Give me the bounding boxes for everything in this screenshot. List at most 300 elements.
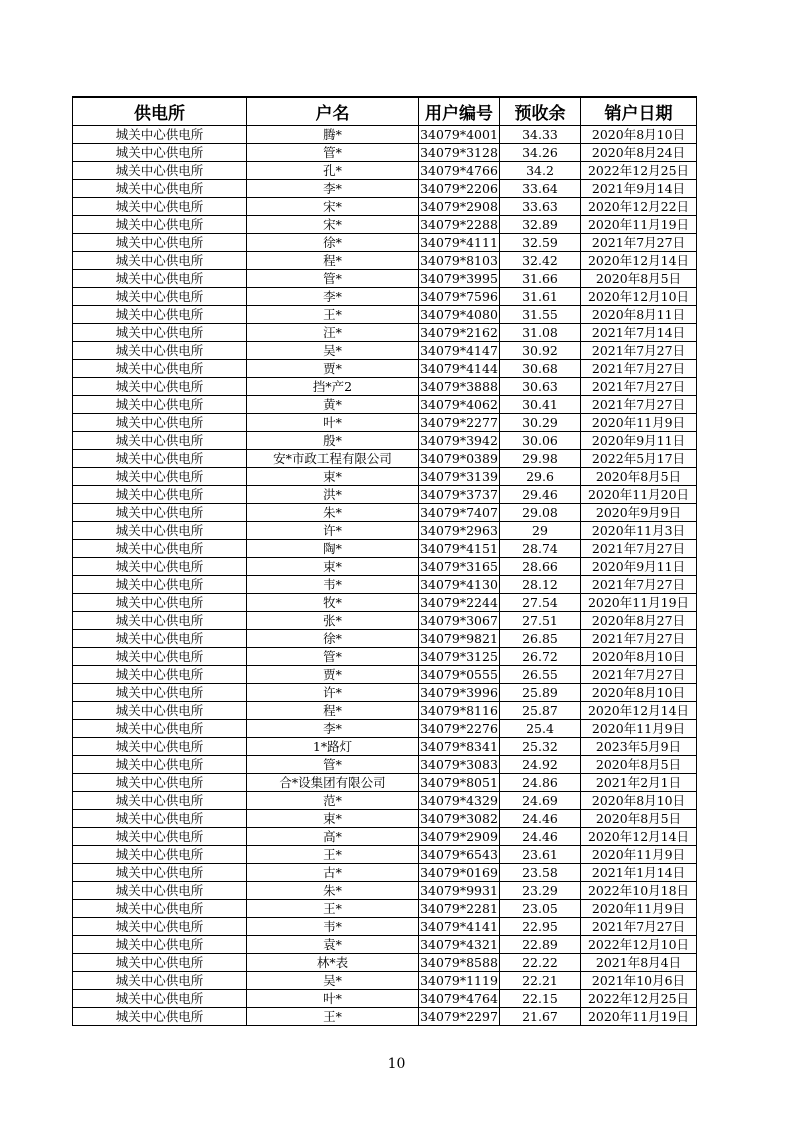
table-row [73,684,697,702]
cell-closing-date: 2020年11月9日 [581,720,697,738]
cell-account-name: 许* [247,522,419,540]
cell-prepaid-balance: 24.69 [500,792,581,810]
cell-account-name: 高* [247,828,419,846]
cell-account-name: 徐* [247,234,419,252]
cell-account-name: 张* [247,612,419,630]
cell-user-id: 34079*7596 [420,289,498,304]
header-user-id: 用户编号 [419,97,500,126]
cell-user-id: 34079*0555 [420,667,498,682]
cell-closing-date: 2021年10月6日 [581,972,697,990]
cell-user-id: 34079*3125 [420,649,498,664]
cell-account-name: 管* [247,648,419,666]
cell-account-name: 韦* [247,918,419,936]
cell-closing-date: 2023年5月9日 [581,738,697,756]
cell-account-name: 管* [247,270,419,288]
table-row [73,810,697,828]
cell-user-id: 34079*6543 [420,847,498,862]
cell-account-name: 贾* [247,360,419,378]
cell-account-name: 束* [247,558,419,576]
cell-station: 城关中心供电所 [73,648,247,666]
table-row [73,918,697,936]
table-row [73,522,697,540]
cell-prepaid-balance: 30.63 [500,378,581,396]
cell-user-id: 34079*2277 [420,415,498,430]
table-row [73,162,697,180]
cell-closing-date: 2021年7月27日 [581,342,697,360]
table-row [73,558,697,576]
cell-prepaid-balance: 26.85 [500,630,581,648]
cell-station: 城关中心供电所 [73,1008,247,1026]
table-row [73,648,697,666]
cell-prepaid-balance: 23.29 [500,882,581,900]
header-row [73,97,697,126]
cell-prepaid-balance: 29.98 [500,450,581,468]
cell-account-name: 王* [247,306,419,324]
cell-station: 城关中心供电所 [73,900,247,918]
cell-closing-date: 2020年12月14日 [581,252,697,270]
cell-prepaid-balance: 32.59 [500,234,581,252]
cell-closing-date: 2020年8月5日 [581,270,697,288]
cell-user-id: 34079*8051 [420,775,498,790]
cell-closing-date: 2021年7月27日 [581,576,697,594]
table-row [73,396,697,414]
cell-user-id: 34079*2244 [420,595,498,610]
cell-prepaid-balance: 28.74 [500,540,581,558]
table-row [73,990,697,1008]
cell-station: 城关中心供电所 [73,396,247,414]
cell-prepaid-balance: 34.2 [500,162,581,180]
table-row [73,792,697,810]
cell-account-name: 朱* [247,882,419,900]
cell-prepaid-balance: 29.46 [500,486,581,504]
cell-user-id: 34079*3128 [420,145,498,160]
cell-prepaid-balance: 31.66 [500,270,581,288]
cell-account-name: 朱* [247,504,419,522]
cell-user-id: 34079*3067 [420,613,498,628]
cell-station: 城关中心供电所 [73,144,247,162]
cell-user-id: 34079*4766 [420,163,498,178]
table-row [73,342,697,360]
cell-user-id: 34079*3737 [420,487,498,502]
table-row [73,306,697,324]
cell-prepaid-balance: 25.4 [500,720,581,738]
table-row [73,324,697,342]
cell-account-name: 李* [247,720,419,738]
cell-account-name: 许* [247,684,419,702]
cell-closing-date: 2020年12月14日 [581,702,697,720]
cell-station: 城关中心供电所 [73,810,247,828]
cell-closing-date: 2020年11月19日 [581,594,697,612]
cell-account-name: 程* [247,252,419,270]
cell-station: 城关中心供电所 [73,846,247,864]
table-row [73,936,697,954]
cell-user-id: 34079*4001 [420,127,498,142]
cell-account-name: 王* [247,900,419,918]
cell-user-id: 34079*2908 [420,199,498,214]
cell-station: 城关中心供电所 [73,324,247,342]
table-row [73,504,697,522]
cell-closing-date: 2021年7月27日 [581,630,697,648]
cell-closing-date: 2020年8月11日 [581,306,697,324]
table-row [73,540,697,558]
cell-prepaid-balance: 26.72 [500,648,581,666]
cell-account-name: 黄* [247,396,419,414]
cell-closing-date: 2021年7月27日 [581,540,697,558]
cell-user-id: 34079*8116 [420,703,498,718]
cell-account-name: 王* [247,846,419,864]
cell-account-name: 林*表 [247,954,419,972]
cell-station: 城关中心供电所 [73,558,247,576]
cell-station: 城关中心供电所 [73,180,247,198]
cell-station: 城关中心供电所 [73,828,247,846]
cell-user-id: 34079*4321 [420,937,498,952]
cell-prepaid-balance: 31.61 [500,288,581,306]
cell-closing-date: 2020年11月9日 [581,900,697,918]
table-row [73,468,697,486]
cell-station: 城关中心供电所 [73,738,247,756]
cell-user-id: 34079*2162 [420,325,498,340]
cell-user-id: 34079*0389 [420,451,498,466]
cell-user-id: 34079*4130 [420,577,498,592]
cell-closing-date: 2020年8月5日 [581,756,697,774]
cell-station: 城关中心供电所 [73,234,247,252]
table-row [73,216,697,234]
cell-user-id: 34079*2276 [420,721,498,736]
cell-account-name: 袁* [247,936,419,954]
cell-closing-date: 2021年7月27日 [581,360,697,378]
cell-station: 城关中心供电所 [73,450,247,468]
cell-station: 城关中心供电所 [73,252,247,270]
cell-prepaid-balance: 24.46 [500,810,581,828]
table-row [73,234,697,252]
table-row [73,360,697,378]
cell-user-id: 34079*8588 [420,955,498,970]
cell-closing-date: 2020年8月10日 [581,126,697,144]
cell-closing-date: 2021年7月27日 [581,396,697,414]
cell-closing-date: 2020年8月24日 [581,144,697,162]
cell-account-name: 叶* [247,414,419,432]
cell-station: 城关中心供电所 [73,630,247,648]
cell-station: 城关中心供电所 [73,522,247,540]
cell-closing-date: 2021年7月27日 [581,666,697,684]
table-row [73,756,697,774]
cell-closing-date: 2020年11月3日 [581,522,697,540]
cell-closing-date: 2020年12月10日 [581,288,697,306]
cell-closing-date: 2022年10月18日 [581,882,697,900]
cell-account-name: 韦* [247,576,419,594]
cell-account-name: 古* [247,864,419,882]
cell-account-name: 汪* [247,324,419,342]
cell-prepaid-balance: 34.33 [500,126,581,144]
cell-prepaid-balance: 30.41 [500,396,581,414]
cell-station: 城关中心供电所 [73,954,247,972]
cell-user-id: 34079*8341 [420,739,498,754]
table-row [73,414,697,432]
table-row [73,720,697,738]
cell-closing-date: 2020年8月5日 [581,810,697,828]
cell-account-name: 陶* [247,540,419,558]
cell-account-name: 范* [247,792,419,810]
table-row [73,666,697,684]
cell-station: 城关中心供电所 [73,468,247,486]
table-row [73,432,697,450]
cell-account-name: 王* [247,1008,419,1026]
cell-station: 城关中心供电所 [73,540,247,558]
cell-user-id: 34079*3942 [420,433,498,448]
cell-station: 城关中心供电所 [73,594,247,612]
cell-user-id: 34079*3139 [420,469,498,484]
cell-prepaid-balance: 29.08 [500,504,581,522]
account-table [72,96,697,1026]
cell-station: 城关中心供电所 [73,612,247,630]
cell-station: 城关中心供电所 [73,756,247,774]
table-row [73,1008,697,1026]
table-row [73,450,697,468]
cell-prepaid-balance: 28.12 [500,576,581,594]
cell-prepaid-balance: 32.42 [500,252,581,270]
cell-prepaid-balance: 23.58 [500,864,581,882]
cell-closing-date: 2020年8月10日 [581,792,697,810]
cell-closing-date: 2020年11月19日 [581,1008,697,1026]
cell-user-id: 34079*3995 [420,271,498,286]
table-row [73,828,697,846]
cell-prepaid-balance: 25.32 [500,738,581,756]
cell-account-name: 腾* [247,126,419,144]
cell-station: 城关中心供电所 [73,198,247,216]
header-station: 供电所 [73,97,247,126]
cell-prepaid-balance: 22.89 [500,936,581,954]
cell-prepaid-balance: 33.63 [500,198,581,216]
cell-prepaid-balance: 24.86 [500,774,581,792]
table-row [73,774,697,792]
cell-account-name: 管* [247,756,419,774]
cell-user-id: 34079*3082 [420,811,498,826]
cell-prepaid-balance: 25.89 [500,684,581,702]
cell-station: 城关中心供电所 [73,792,247,810]
cell-prepaid-balance: 32.89 [500,216,581,234]
cell-closing-date: 2021年7月27日 [581,918,697,936]
cell-prepaid-balance: 22.95 [500,918,581,936]
table-row [73,630,697,648]
cell-prepaid-balance: 25.87 [500,702,581,720]
cell-station: 城关中心供电所 [73,432,247,450]
cell-station: 城关中心供电所 [73,504,247,522]
table-row [73,846,697,864]
table-row [73,378,697,396]
cell-closing-date: 2020年12月22日 [581,198,697,216]
cell-closing-date: 2020年8月10日 [581,648,697,666]
cell-station: 城关中心供电所 [73,990,247,1008]
cell-prepaid-balance: 24.92 [500,756,581,774]
cell-prepaid-balance: 27.54 [500,594,581,612]
cell-user-id: 34079*3083 [420,757,498,772]
cell-account-name: 李* [247,288,419,306]
cell-user-id: 34079*0169 [420,865,498,880]
header-prepaid-balance: 预收余 [500,97,581,126]
cell-closing-date: 2021年8月4日 [581,954,697,972]
cell-account-name: 安*市政工程有限公司 [247,450,419,468]
cell-prepaid-balance: 30.68 [500,360,581,378]
cell-station: 城关中心供电所 [73,882,247,900]
cell-account-name: 李* [247,180,419,198]
cell-user-id: 34079*4080 [420,307,498,322]
cell-prepaid-balance: 26.55 [500,666,581,684]
cell-station: 城关中心供电所 [73,360,247,378]
cell-prepaid-balance: 30.06 [500,432,581,450]
cell-account-name: 洪* [247,486,419,504]
cell-closing-date: 2021年2月1日 [581,774,697,792]
cell-prepaid-balance: 29.6 [500,468,581,486]
cell-user-id: 34079*4147 [420,343,498,358]
table-row [73,612,697,630]
table-row [73,270,697,288]
cell-prepaid-balance: 28.66 [500,558,581,576]
table-row [73,594,697,612]
cell-account-name: 束* [247,468,419,486]
table-row [73,288,697,306]
cell-station: 城关中心供电所 [73,288,247,306]
cell-user-id: 34079*4144 [420,361,498,376]
table-row [73,864,697,882]
cell-station: 城关中心供电所 [73,720,247,738]
cell-account-name: 宋* [247,198,419,216]
cell-station: 城关中心供电所 [73,774,247,792]
cell-station: 城关中心供电所 [73,576,247,594]
cell-account-name: 孔* [247,162,419,180]
cell-closing-date: 2020年9月11日 [581,558,697,576]
cell-account-name: 殷* [247,432,419,450]
cell-prepaid-balance: 21.67 [500,1008,581,1026]
cell-prepaid-balance: 23.61 [500,846,581,864]
cell-user-id: 34079*2909 [420,829,498,844]
cell-prepaid-balance: 34.26 [500,144,581,162]
table-row [73,900,697,918]
cell-station: 城关中心供电所 [73,972,247,990]
cell-account-name: 宋* [247,216,419,234]
table-row [73,702,697,720]
cell-station: 城关中心供电所 [73,684,247,702]
cell-closing-date: 2020年11月20日 [581,486,697,504]
cell-account-name: 贾* [247,666,419,684]
cell-user-id: 34079*2281 [420,901,498,916]
cell-closing-date: 2020年11月19日 [581,216,697,234]
table-row [73,486,697,504]
cell-user-id: 34079*4329 [420,793,498,808]
cell-account-name: 徐* [247,630,419,648]
cell-user-id: 34079*2206 [420,181,498,196]
cell-prepaid-balance: 31.55 [500,306,581,324]
cell-closing-date: 2020年9月11日 [581,432,697,450]
cell-prepaid-balance: 30.29 [500,414,581,432]
cell-closing-date: 2021年9月14日 [581,180,697,198]
table-row [73,576,697,594]
cell-prepaid-balance: 29 [500,522,581,540]
cell-user-id: 34079*4111 [420,235,498,250]
cell-station: 城关中心供电所 [73,378,247,396]
cell-user-id: 34079*3165 [420,559,498,574]
cell-user-id: 34079*2963 [420,523,498,538]
cell-closing-date: 2022年12月25日 [581,990,697,1008]
cell-user-id: 34079*2288 [420,217,498,232]
cell-user-id: 34079*7407 [420,505,498,520]
cell-station: 城关中心供电所 [73,918,247,936]
cell-account-name: 管* [247,144,419,162]
cell-closing-date: 2020年9月9日 [581,504,697,522]
cell-user-id: 34079*4151 [420,541,498,556]
cell-closing-date: 2020年11月9日 [581,414,697,432]
cell-closing-date: 2020年8月27日 [581,612,697,630]
cell-closing-date: 2021年7月14日 [581,324,697,342]
cell-user-id: 34079*4062 [420,397,498,412]
cell-prepaid-balance: 24.46 [500,828,581,846]
cell-station: 城关中心供电所 [73,342,247,360]
cell-account-name: 吴* [247,972,419,990]
cell-user-id: 34079*4764 [420,991,498,1006]
cell-station: 城关中心供电所 [73,702,247,720]
cell-prepaid-balance: 31.08 [500,324,581,342]
cell-closing-date: 2020年12月14日 [581,828,697,846]
cell-account-name: 叶* [247,990,419,1008]
cell-account-name: 吴* [247,342,419,360]
table-row [73,882,697,900]
table-row [73,738,697,756]
cell-closing-date: 2021年7月27日 [581,234,697,252]
cell-station: 城关中心供电所 [73,666,247,684]
header-closing-date: 销户日期 [581,97,697,126]
cell-station: 城关中心供电所 [73,162,247,180]
header-account-name: 户名 [247,97,419,126]
table-row [73,972,697,990]
cell-prepaid-balance: 23.05 [500,900,581,918]
cell-account-name: 合*设集团有限公司 [247,774,419,792]
cell-account-name: 牧* [247,594,419,612]
cell-closing-date: 2022年12月25日 [581,162,697,180]
cell-account-name: 程* [247,702,419,720]
cell-user-id: 34079*3888 [420,379,498,394]
cell-closing-date: 2022年12月10日 [581,936,697,954]
table-row [73,954,697,972]
cell-prepaid-balance: 22.15 [500,990,581,1008]
page-number: 10 [387,1056,406,1072]
cell-closing-date: 2020年11月9日 [581,846,697,864]
cell-station: 城关中心供电所 [73,486,247,504]
cell-user-id: 34079*9821 [420,631,498,646]
cell-station: 城关中心供电所 [73,414,247,432]
cell-prepaid-balance: 22.21 [500,972,581,990]
cell-user-id: 34079*9931 [420,883,498,898]
cell-user-id: 34079*2297 [420,1009,498,1024]
cell-closing-date: 2020年8月5日 [581,468,697,486]
table-row [73,252,697,270]
table-row [73,198,697,216]
cell-user-id: 34079*1119 [420,973,498,988]
cell-station: 城关中心供电所 [73,126,247,144]
table-row [73,144,697,162]
cell-user-id: 34079*8103 [420,253,498,268]
cell-user-id: 34079*3996 [420,685,498,700]
cell-closing-date: 2021年7月27日 [581,378,697,396]
table-row [73,180,697,198]
cell-station: 城关中心供电所 [73,270,247,288]
cell-closing-date: 2021年1月14日 [581,864,697,882]
cell-prepaid-balance: 33.64 [500,180,581,198]
cell-prepaid-balance: 22.22 [500,954,581,972]
cell-prepaid-balance: 27.51 [500,612,581,630]
cell-station: 城关中心供电所 [73,864,247,882]
cell-station: 城关中心供电所 [73,216,247,234]
cell-account-name: 1*路灯 [247,738,419,756]
table-row [73,126,697,144]
